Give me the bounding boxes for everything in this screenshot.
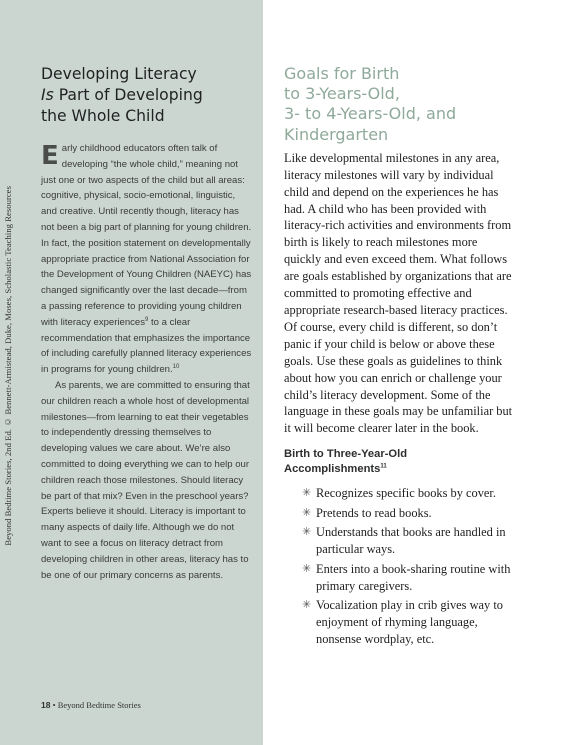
right-title-line: Goals for Birth [284,64,400,83]
subheading-line1: Birth to Three-Year-Old [284,448,408,461]
footer-book-title: Beyond Bedtime Stories [57,700,141,710]
page-number: 18 [41,700,51,710]
left-p1-part-a: arly childhood educators often talk of developing “the whole child,” meaning not just one or two aspects of the child but all areas: cognitive, physical, socio-emotional, linguistic, and creative. Until recently though, literacy has not been a big part of planning for young children. In fact, the position statement on developmentally appropriate practice from National Association for the Development of Young Children (NAEYC) has changed significantly over the last decade—from a passing reference to providing young children with literacy experiences [41,143,252,328]
left-title-line2: Part of Developing [53,86,203,104]
list-item [302,561,514,595]
right-section-title [284,64,514,145]
right-title-line: to 3-Years-Old, [284,84,400,104]
left-paragraph-2: As parents, we are committed to ensuring that our children reach a whole host of developmental milestones—from learning to eat their vegetables to independently dressing themselves to developing values we care about. We’re also committed to doing everything we can to help our children reach those milestones. Should literacy be part of that mix? Even in the preschool years? Experts believe it should. Literacy is important to many aspects of daily life. Although we do not want to see a focus on literacy detract from developing children in other areas, literacy has to be one of our primary concerns as parents. [41,379,250,581]
list-item-text: Understands that books are handled in particular ways. [316,525,506,557]
list-item [302,485,514,502]
list-item [302,597,514,648]
footnote-ref-11: 11 [380,463,387,470]
list-item [302,524,514,558]
left-title-is: Is [41,86,54,104]
left-body-text [41,141,253,583]
asterisk-bullet-icon: ✳ [302,562,312,575]
page-footer [41,700,141,710]
list-item-text: Vocalization play in crib gives way to enjoyment of rhyming language, nonsense wordplay, etc. [316,598,503,646]
left-title-line3: the Whole Child [41,107,165,125]
asterisk-bullet-icon: ✳ [302,599,312,612]
footer-separator: • [50,700,58,710]
right-column [284,64,514,650]
footnote-ref-10: 10 [172,363,180,370]
subheading-line2: Accomplishments [284,463,381,476]
list-item [302,505,514,522]
asterisk-bullet-icon: ✳ [302,526,312,539]
accomplishments-list [284,485,514,648]
left-paragraph-1 [41,141,253,378]
left-title-line1: Developing Literacy [41,65,197,83]
right-intro-paragraph: Like developmental milestones in any area, literacy milestones will vary by individual child and depend on the experiences he has had. A child who has been provided with literacy-rich activities and environments from birth is likely to reach milestones more quickly and even exceed them. What follows are goals established by organizations that are committed to promoting effective and appropriate research-based literacy practices. Of course, every child is different, so don’t panic if your child is below or above these goals. Use these goals as guidelines to think about how you can enrich or challenge your child’s literacy development. Some of the language in these goals may be unfamiliar but it will become clearer later in the book. [284,150,513,436]
asterisk-bullet-icon: ✳ [302,487,312,500]
accomplishments-subheading [284,447,514,477]
list-item-text: Recognizes specific books by cover. [316,486,496,501]
list-item-text: Pretends to read books. [316,505,432,520]
right-title-line: 3- to 4-Years-Old, and [284,104,457,124]
left-p1-part-b: to a clear recommendation that emphasizes the importance of including carefully planned literacy experiences in programs for young children. [41,316,252,376]
left-column [41,64,253,583]
asterisk-bullet-icon: ✳ [302,506,312,519]
list-item-text: Enters into a book-sharing routine with primary caregivers. [316,561,511,593]
footnote-ref-9: 9 [145,316,149,323]
left-section-title [41,64,253,127]
right-title-line: Kindergarten [284,124,389,144]
spine-copyright-text: Beyond Bedtime Stories, 2nd Ed. © Bennett-Armistead, Duke, Moses, Scholastic Teaching Resources [3,186,13,546]
drop-cap: E [41,141,59,171]
